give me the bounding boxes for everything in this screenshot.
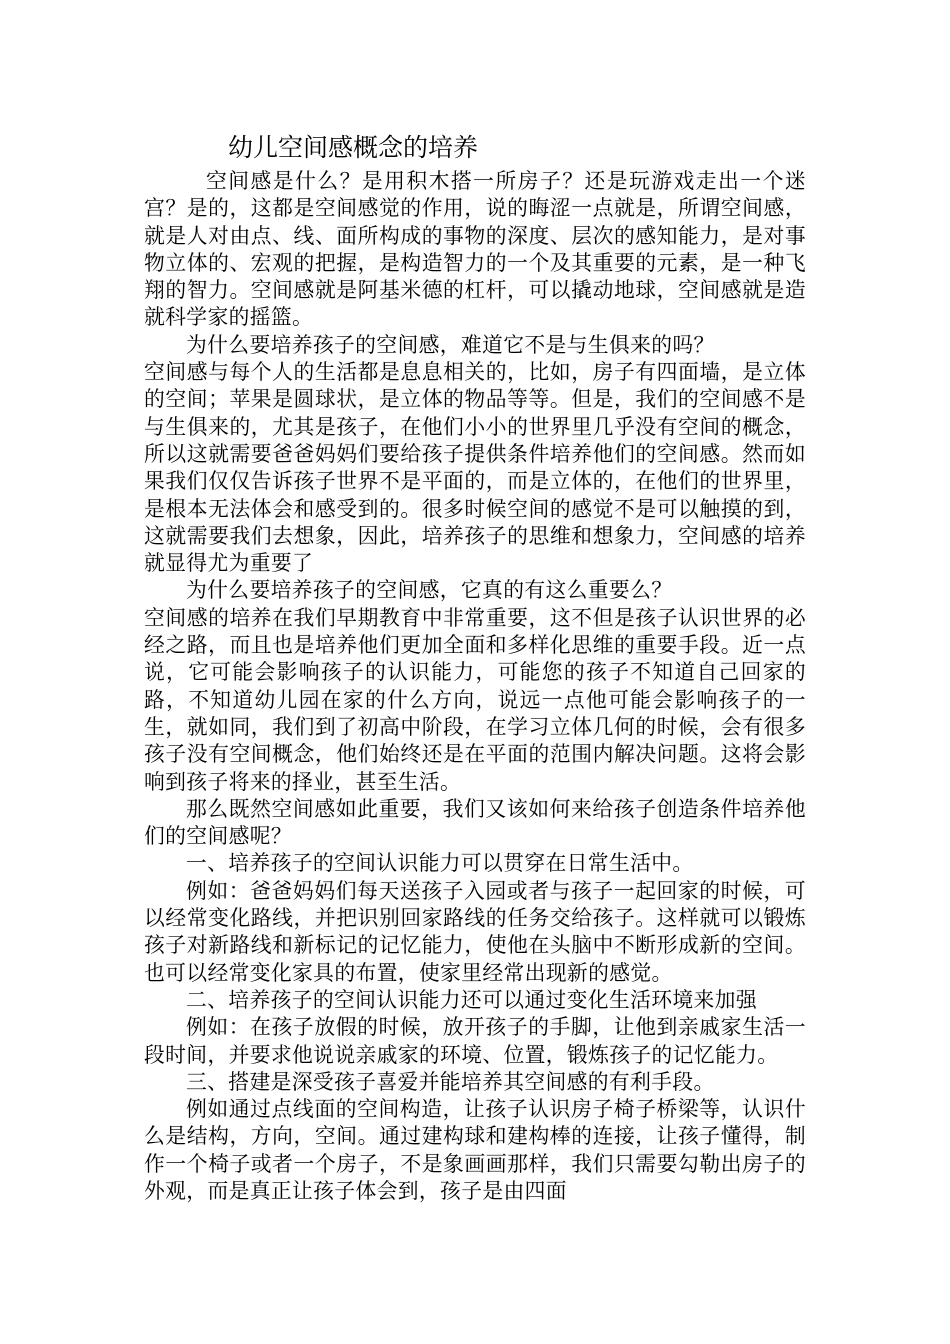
document-page xyxy=(144,128,806,1205)
paragraph-question-importance: 为什么要培养孩子的空间感，它真的有这么重要么？ xyxy=(186,578,673,603)
section-heading-2: 二、培养孩子的空间认识能力还可以通过变化生活环境来加强 xyxy=(186,987,757,1012)
example-paragraph-1: 例如：爸爸妈妈们每天送孩子入园或者与孩子一起回家的时候，可以经常变化路线，并把识别回家路线的任务交给孩子。这样就可以锻炼孩子对新路线和新标记的记忆能力，使他在头脑中不断形成新的空间。也可以经常变化家具的布置，使家里经常出现新的感觉。 xyxy=(144,878,806,985)
paragraph-what-is-spatial-sense: 空间感是什么？是用积木搭一所房子？还是玩游戏走出一个迷宫？是的，这都是空间感觉的作用，说的晦涩一点就是，所谓空间感，就是人对由点、线、面所构成的事物的深度、层次的感知能力，是对事物立体的、宏观的把握，是构造智力的一个及其重要的元素，是一种飞翔的智力。空间感就是阿基米德的杠杆，可以撬动地球，空间感就是造就科学家的摇篮。 xyxy=(144,169,806,330)
paragraph-question-why-cultivate: 为什么要培养孩子的空间感，难道它不是与生俱来的吗？ xyxy=(186,332,715,357)
example-paragraph-2: 例如：在孩子放假的时候，放开孩子的手脚，让他到亲戚家生活一段时间，并要求他说说亲戚家的环境、位置，锻炼孩子的记忆能力。 xyxy=(144,1015,806,1067)
section-heading-1: 一、培养孩子的空间认识能力可以贯穿在日常生活中。 xyxy=(186,851,694,876)
paragraph-how-to-create-conditions: 那么既然空间感如此重要，我们又该如何来给孩子创造条件培养他们的空间感呢？ xyxy=(144,796,806,849)
paragraph-not-innate: 空间感与每个人的生活都是息息相关的，比如，房子有四面墙，是立体的空间；苹果是圆球状，是立体的物品等等。但是，我们的空间感不是与生俱来的，尤其是孩子，在他们小小的世界里几乎没有空间的概念，所以这就需要爸爸妈妈们要给孩子提供条件培养他们的空间感。然而如果我们仅仅告诉孩子世界不是平面的，而是立体的，在他们的世界里，是根本无法体会和感受到的。很多时候空间的感觉不是可以触摸的到，这就需要我们去想象，因此，培养孩子的思维和想象力，空间感的培养就显得尤为重要了 xyxy=(144,360,806,576)
section-heading-3: 三、搭建是深受孩子喜爱并能培养其空间感的有利手段。 xyxy=(186,1069,715,1094)
paragraph-importance: 空间感的培养在我们早期教育中非常重要，这不但是孩子认识世界的必经之路，而且也是培养他们更加全面和多样化思维的重要手段。近一点说，它可能会影响孩子的认识能力，可能您的孩子不知道自己回家的路，不知道幼儿园在家的什么方向，说远一点他可能会影响孩子的一生，就如同，我们到了初高中阶段，在学习立体几何的时候，会有很多孩子没有空间概念，他们始终还是在平面的范围内解决问题。这将会影响到孩子将来的择业，甚至生活。 xyxy=(144,605,806,794)
document-title: 幼儿空间感概念的培养 xyxy=(228,133,479,162)
example-paragraph-3: 例如通过点线面的空间构造，让孩子认识房子椅子桥梁等，认识什么是结构，方向，空间。通过建构球和建构棒的连接，让孩子懂得，制作一个椅子或者一个房子，不是象画画那样，我们只需要勾勒出房子的外观，而是真正让孩子体会到，孩子是由四面 xyxy=(144,1097,806,1203)
